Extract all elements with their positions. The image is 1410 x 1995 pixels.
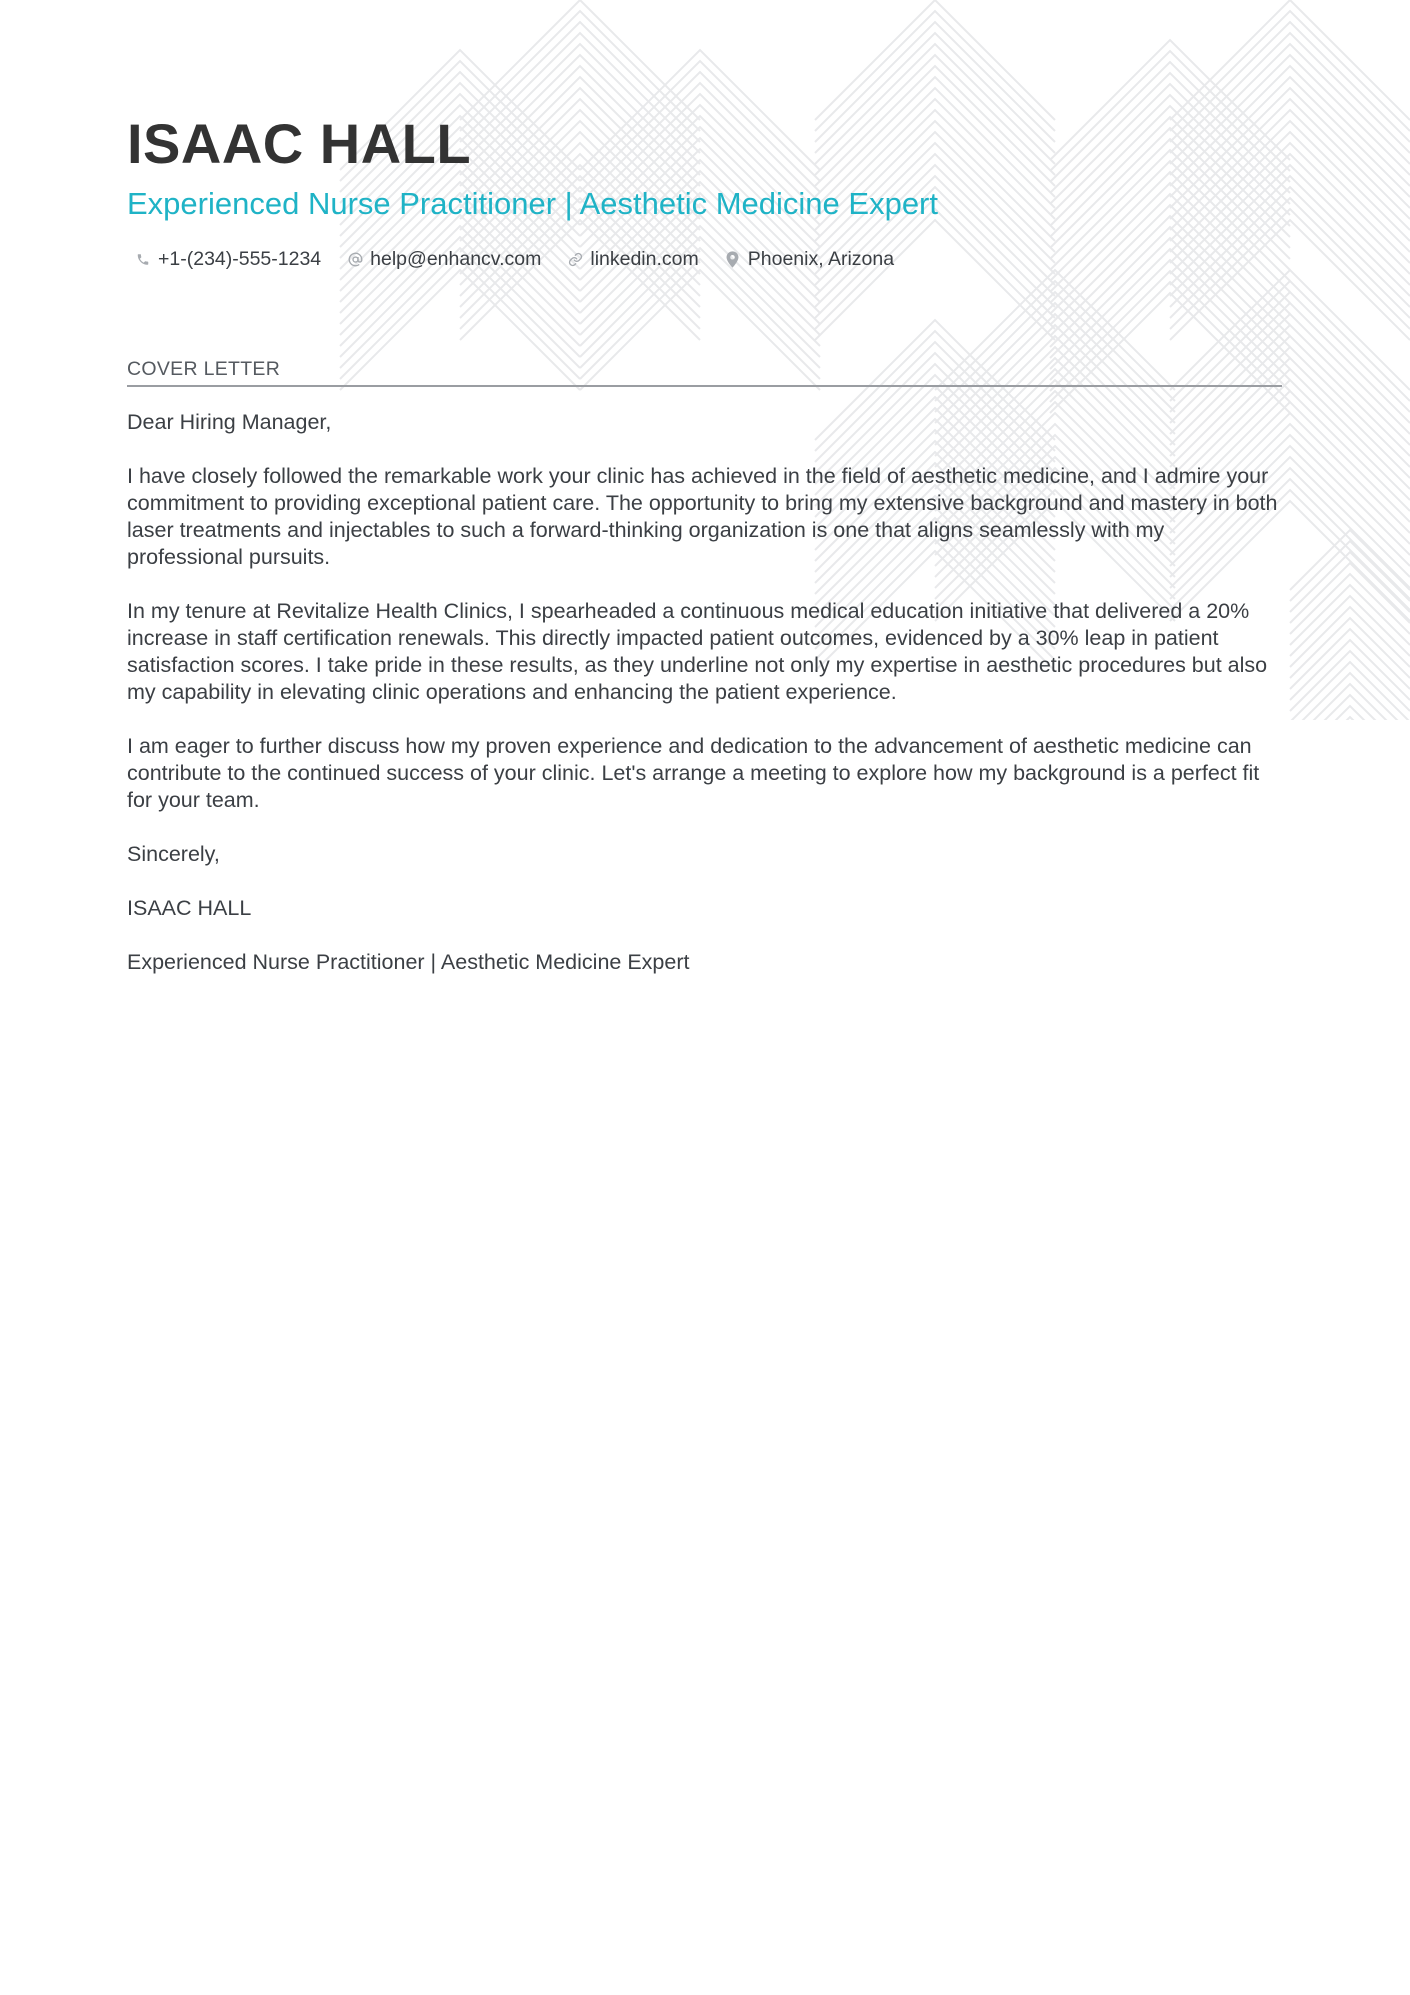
candidate-name: ISAAC HALL xyxy=(127,112,472,175)
contact-phone[interactable] xyxy=(135,245,321,273)
chevron-block xyxy=(1290,530,1410,720)
location-pin-icon xyxy=(725,250,741,268)
letter-paragraph: I have closely followed the remarkable work your clinic has achieved in the field of aesthetic medicine, and I admire your commitment to providing exceptional patient care. The opportunity to bring my extensive background and mastery in both laser treatments and injectables to such a forward-thinking organization is one that aligns seamlessly with my professional pursuits. xyxy=(127,464,1278,569)
contact-email-text: help@enhancv.com xyxy=(370,248,542,270)
letter-greeting: Dear Hiring Manager, xyxy=(127,410,332,434)
link-icon xyxy=(567,250,583,268)
letter-paragraph: I am eager to further discuss how my proven experience and dedication to the advancement of aesthetic medicine can contribute to the continued success of your clinic. Let's arrange a meeting to explore how my background is a perfect fit for your team. xyxy=(127,734,1260,812)
letter-signature-title: Experienced Nurse Practitioner | Aesthetic Medicine Expert xyxy=(127,950,690,974)
contact-email[interactable] xyxy=(347,245,541,273)
letter-paragraph: In my tenure at Revitalize Health Clinics, I spearheaded a continuous medical education initiative that delivered a 20% increase in staff certification renewals. This directly impacted patient outcomes, evidenced by a 30% leap in patient satisfaction scores. I take pride in these results, as they underline not only my expertise in aesthetic procedures but also my capability in elevating clinic operations and enhancing the patient experience. xyxy=(127,599,1268,704)
candidate-headline: Experienced Nurse Practitioner | Aesthetic Medicine Expert xyxy=(127,186,938,221)
contact-linkedin-text: linkedin.com xyxy=(590,248,699,270)
contact-phone-text: +1-(234)-555-1234 xyxy=(158,248,322,270)
phone-icon xyxy=(135,250,151,268)
contact-linkedin[interactable] xyxy=(567,245,698,273)
chevron-block xyxy=(460,0,700,340)
letter-signature-name: ISAAC HALL xyxy=(127,896,252,920)
at-sign-icon xyxy=(347,250,363,268)
letter-closing: Sincerely, xyxy=(127,842,220,866)
contact-location-text: Phoenix, Arizona xyxy=(747,248,895,270)
chevron-block xyxy=(815,0,1055,340)
letter-body xyxy=(127,409,1282,1003)
chevron-block xyxy=(1170,0,1410,340)
contact-info xyxy=(135,245,894,273)
section-title-cover-letter: COVER LETTER xyxy=(127,356,1282,387)
contact-location xyxy=(725,245,894,273)
